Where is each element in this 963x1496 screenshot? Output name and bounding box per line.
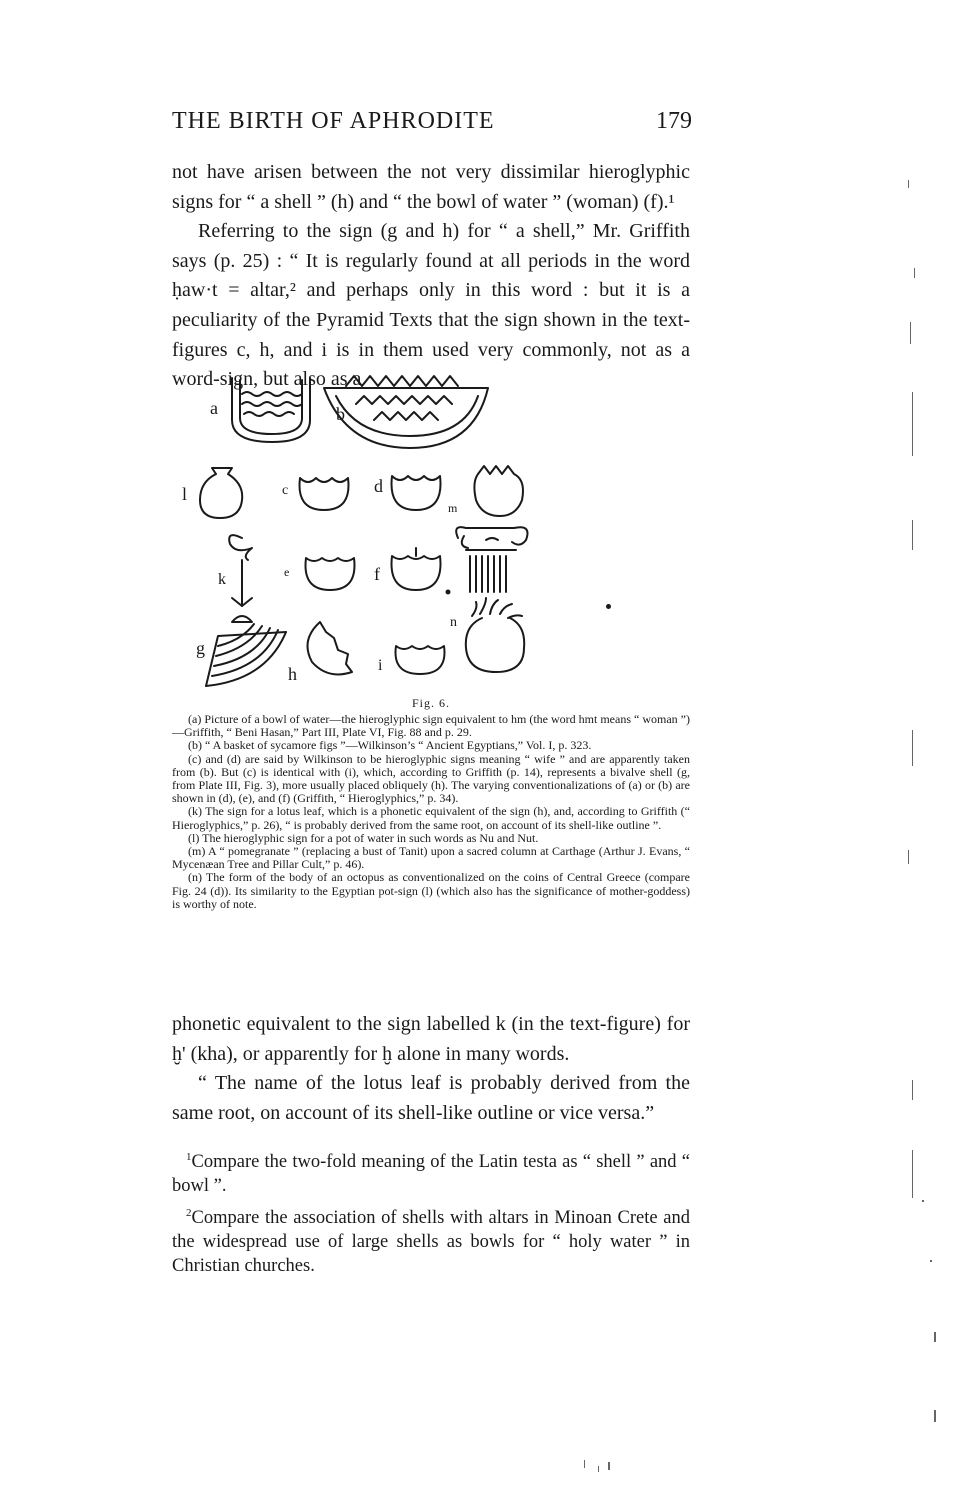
scan-mark xyxy=(910,322,911,344)
paragraph: Referring to the sign (g and h) for “ a shell,” Mr. Griffith says (p. 25) : “ It is regularly found at all periods in the word ḥaw·t = altar,² and perhaps only in this word : but it is a peculiarity of the Pyramid Texts that the sign shown in the text-figures c, h, and i is in them used very commonly, not as a word-sign, but also as a xyxy=(172,220,690,391)
scan-margin-marks xyxy=(896,160,956,1480)
stray-dot-mark xyxy=(606,604,611,609)
sign-shell-f xyxy=(374,548,450,594)
running-title: THE BIRTH OF APHRODITE xyxy=(172,108,495,134)
figure-label: h xyxy=(288,664,297,684)
scan-mark xyxy=(922,1200,924,1202)
scan-mark xyxy=(934,1332,936,1342)
figure-label: i xyxy=(378,657,383,674)
sign-shell-e xyxy=(284,558,355,590)
footnote-text: Compare the association of shells with altars in Minoan Crete and the widespread use of large shells as bowls for “ holy water ” in Christian churches. xyxy=(172,1208,690,1277)
sign-pomegranate-m xyxy=(448,466,523,516)
sign-pot-l xyxy=(182,468,242,518)
figure-label: c xyxy=(282,483,289,498)
figure-label: k xyxy=(218,571,226,588)
figure-label: d xyxy=(374,476,383,496)
scan-mark xyxy=(912,1080,913,1100)
figure-captions xyxy=(172,713,690,911)
intro-text xyxy=(172,158,690,395)
sign-octopus-n xyxy=(450,598,524,672)
figure-label: f xyxy=(374,564,380,584)
scan-mark xyxy=(930,1260,932,1262)
scan-mark xyxy=(908,180,909,188)
caption-entry: (a) Picture of a bowl of water—the hieroglyphic sign equivalent to hm (the word hmt means “ woman ”)—Griffith, “ Beni Hasan,” Part III, Plate VI, Fig. 88 and p. 29. xyxy=(172,712,690,740)
scan-mark xyxy=(584,1460,585,1468)
figure-label: g xyxy=(196,638,205,658)
page-number: 179 xyxy=(656,108,692,134)
footnote-text: Compare the two-fold meaning of the Latin testa as “ shell ” and “ bowl ”. xyxy=(172,1152,690,1197)
scan-mark xyxy=(598,1466,599,1472)
figure-label: m xyxy=(448,501,458,515)
caption-entry: (c) and (d) are said by Wilkinson to be hieroglyphic signs meaning “ wife ” and are apparently taken from (b). But (c) is identical with (i), which, according to Griffith (p. 14), represents a bivalve shell (g, from Plate III, Fig. 3), more usually placed obliquely (h). The varying conventionalizations of (a) or (b) are shown in (d), (e), and (f) (Griffith, “ Hieroglyphics,” p. 34). xyxy=(172,751,690,806)
figure-label: n xyxy=(450,615,457,630)
paragraph: phonetic equivalent to the sign labelled k (in the text-figure) for ḫ' (kha), or apparently for ḫ alone in many words. xyxy=(172,1013,690,1065)
footnote-1 xyxy=(172,1145,690,1198)
footnote-2 xyxy=(172,1201,690,1278)
scan-mark xyxy=(912,392,913,456)
scan-mark xyxy=(914,268,915,278)
scan-mark xyxy=(608,1462,610,1470)
scan-mark xyxy=(934,1410,936,1422)
sign-basket-of-figs-b xyxy=(324,376,488,448)
caption-entry: (m) A “ pomegranate ” (replacing a bust of Tanit) upon a sacred column at Carthage (Arthur J. Evans, “ Mycenæan Tree and Pillar Cult,” p. 46). xyxy=(172,844,690,872)
sign-shell-d xyxy=(374,476,441,510)
caption-entry: (n) The form of the body of an octopus as conventionalized on the coins of Central Greece (compare Fig. 24 (d)). Its similarity to the Egyptian pot-sign (l) (which also has the significance of mother-goddess) is worthy of note. xyxy=(172,870,690,911)
footnote-marker: 1 xyxy=(186,1151,192,1163)
sign-shell-oblique-h xyxy=(288,622,352,684)
page-header xyxy=(172,108,692,142)
sign-bowl-of-water-a xyxy=(210,378,310,442)
sign-shell-i xyxy=(378,646,445,674)
scan-mark xyxy=(912,730,913,766)
scan-mark xyxy=(912,1150,913,1198)
figure-label: a xyxy=(210,398,218,418)
caption-entry: (l) The hieroglyphic sign for a pot of water in such words as Nu and Nut. xyxy=(188,830,539,845)
scan-mark xyxy=(908,850,909,864)
figure-label: e xyxy=(284,565,290,579)
sign-column-capital xyxy=(456,527,527,592)
continuation-text xyxy=(172,1010,690,1128)
scan-mark xyxy=(912,520,913,550)
caption-entry: (b) “ A basket of sycamore figs ”—Wilkinson’s “ Ancient Egyptians,” Vol. I, p. 323. xyxy=(188,738,592,753)
figure-label: l xyxy=(182,484,188,504)
footnote-marker: 2 xyxy=(186,1207,192,1220)
sign-bivalve-shell-g xyxy=(196,624,286,686)
sign-shell-c xyxy=(282,478,349,510)
caption-entry: (k) The sign for a lotus leaf, which is a phonetic equivalent of the sign (h), and, according to Griffith (“ Hieroglyphics,” p. 26), “ is probably derived from the same root, on account of its shell-like outline ”. xyxy=(172,804,690,832)
figure-label: b xyxy=(336,404,345,424)
paragraph: “ The name of the lotus leaf is probably derived from the same root, on account of its shell-like outline or vice versa.” xyxy=(172,1072,690,1124)
paragraph: not have arisen between the not very dissimilar hieroglyphic signs for “ a shell ” (h) and “ the bowl of water ” (woman) (f).¹ xyxy=(172,161,690,213)
figure-number: Fig. 6. xyxy=(411,696,450,710)
footnotes xyxy=(172,1145,690,1281)
sign-lotus-leaf-k xyxy=(218,535,252,622)
hieroglyph-figure xyxy=(182,370,536,690)
